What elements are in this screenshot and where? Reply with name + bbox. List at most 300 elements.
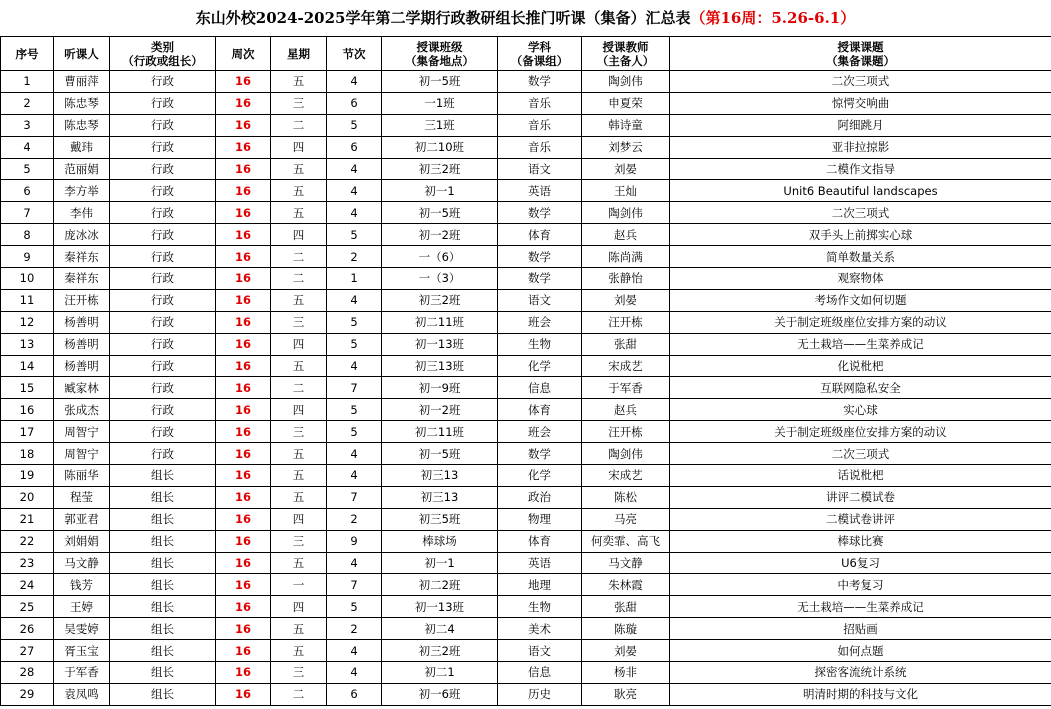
cell-week[interactable]: 16	[216, 355, 271, 377]
cell-week[interactable]: 16	[216, 289, 271, 311]
cell-teacher[interactable]: 陶剑伟	[582, 71, 670, 93]
cell-subject[interactable]: 班会	[498, 311, 582, 333]
cell-class[interactable]: 初二11班	[382, 421, 498, 443]
cell-subject[interactable]: 语文	[498, 289, 582, 311]
cell-topic[interactable]: 无土栽培——生菜养成记	[670, 333, 1051, 355]
cell-week[interactable]: 16	[216, 662, 271, 684]
cell-subject[interactable]: 体育	[498, 224, 582, 246]
cell-weekday[interactable]: 五	[271, 180, 327, 202]
cell-listener[interactable]: 程莹	[54, 486, 110, 508]
cell-topic[interactable]: 话说枇杷	[670, 465, 1051, 487]
cell-week[interactable]: 16	[216, 268, 271, 290]
cell-subject[interactable]: 化学	[498, 465, 582, 487]
cell-week[interactable]: 16	[216, 421, 271, 443]
cell-seq[interactable]: 27	[1, 640, 54, 662]
cell-class[interactable]: 初一6班	[382, 683, 498, 705]
cell-subject[interactable]: 语文	[498, 640, 582, 662]
cell-period[interactable]: 6	[327, 92, 382, 114]
cell-listener[interactable]: 吴雯婷	[54, 618, 110, 640]
column-header-topic[interactable]	[670, 37, 1051, 71]
cell-weekday[interactable]: 四	[271, 508, 327, 530]
cell-weekday[interactable]: 五	[271, 289, 327, 311]
cell-listener[interactable]: 陈忠琴	[54, 114, 110, 136]
cell-subject[interactable]: 体育	[498, 399, 582, 421]
cell-subject[interactable]: 数学	[498, 202, 582, 224]
cell-listener[interactable]: 周智宁	[54, 443, 110, 465]
cell-category[interactable]: 行政	[110, 443, 216, 465]
cell-listener[interactable]: 陈忠琴	[54, 92, 110, 114]
cell-period[interactable]: 7	[327, 574, 382, 596]
cell-week[interactable]: 16	[216, 552, 271, 574]
cell-period[interactable]: 4	[327, 355, 382, 377]
cell-weekday[interactable]: 五	[271, 202, 327, 224]
cell-teacher[interactable]: 张甜	[582, 333, 670, 355]
cell-category[interactable]: 行政	[110, 246, 216, 268]
cell-topic[interactable]: 惊愕交响曲	[670, 92, 1051, 114]
cell-seq[interactable]: 20	[1, 486, 54, 508]
cell-topic[interactable]: 简单数量关系	[670, 246, 1051, 268]
cell-class[interactable]: 初二11班	[382, 311, 498, 333]
cell-weekday[interactable]: 四	[271, 224, 327, 246]
cell-listener[interactable]: 范丽娟	[54, 158, 110, 180]
cell-topic[interactable]: 化说枇杷	[670, 355, 1051, 377]
cell-category[interactable]: 组长	[110, 596, 216, 618]
cell-period[interactable]: 2	[327, 508, 382, 530]
cell-category[interactable]: 行政	[110, 311, 216, 333]
cell-period[interactable]: 6	[327, 136, 382, 158]
cell-seq[interactable]: 3	[1, 114, 54, 136]
cell-category[interactable]: 组长	[110, 574, 216, 596]
cell-category[interactable]: 组长	[110, 486, 216, 508]
cell-listener[interactable]: 李伟	[54, 202, 110, 224]
cell-week[interactable]: 16	[216, 333, 271, 355]
cell-week[interactable]: 16	[216, 465, 271, 487]
cell-category[interactable]: 组长	[110, 618, 216, 640]
cell-weekday[interactable]: 五	[271, 465, 327, 487]
cell-period[interactable]: 4	[327, 289, 382, 311]
cell-weekday[interactable]: 五	[271, 443, 327, 465]
cell-teacher[interactable]: 陶剑伟	[582, 202, 670, 224]
cell-category[interactable]: 行政	[110, 114, 216, 136]
cell-subject[interactable]: 班会	[498, 421, 582, 443]
cell-listener[interactable]: 秦祥东	[54, 246, 110, 268]
cell-week[interactable]: 16	[216, 574, 271, 596]
cell-category[interactable]: 行政	[110, 421, 216, 443]
cell-topic[interactable]: 讲评二模试卷	[670, 486, 1051, 508]
cell-class[interactable]: 初一5班	[382, 202, 498, 224]
column-header-listener[interactable]	[54, 37, 110, 71]
cell-seq[interactable]: 21	[1, 508, 54, 530]
cell-week[interactable]: 16	[216, 596, 271, 618]
cell-subject[interactable]: 英语	[498, 552, 582, 574]
cell-teacher[interactable]: 于军香	[582, 377, 670, 399]
cell-topic[interactable]: 实心球	[670, 399, 1051, 421]
cell-listener[interactable]: 王婷	[54, 596, 110, 618]
cell-subject[interactable]: 信息	[498, 377, 582, 399]
cell-class[interactable]: 初二10班	[382, 136, 498, 158]
cell-category[interactable]: 行政	[110, 136, 216, 158]
cell-seq[interactable]: 23	[1, 552, 54, 574]
cell-teacher[interactable]: 陈璇	[582, 618, 670, 640]
cell-subject[interactable]: 体育	[498, 530, 582, 552]
cell-period[interactable]: 2	[327, 618, 382, 640]
cell-teacher[interactable]: 宋成艺	[582, 465, 670, 487]
cell-seq[interactable]: 25	[1, 596, 54, 618]
cell-seq[interactable]: 13	[1, 333, 54, 355]
cell-period[interactable]: 4	[327, 465, 382, 487]
cell-category[interactable]: 组长	[110, 683, 216, 705]
cell-period[interactable]: 4	[327, 640, 382, 662]
cell-week[interactable]: 16	[216, 71, 271, 93]
cell-category[interactable]: 组长	[110, 465, 216, 487]
cell-seq[interactable]: 18	[1, 443, 54, 465]
cell-weekday[interactable]: 四	[271, 399, 327, 421]
cell-seq[interactable]: 22	[1, 530, 54, 552]
column-header-category[interactable]	[110, 37, 216, 71]
column-header-period[interactable]	[327, 37, 382, 71]
cell-seq[interactable]: 16	[1, 399, 54, 421]
cell-topic[interactable]: 观察物体	[670, 268, 1051, 290]
cell-period[interactable]: 7	[327, 486, 382, 508]
cell-class[interactable]: 初一1	[382, 552, 498, 574]
column-header-weekday[interactable]	[271, 37, 327, 71]
cell-seq[interactable]: 29	[1, 683, 54, 705]
cell-teacher[interactable]: 赵兵	[582, 399, 670, 421]
cell-topic[interactable]: U6复习	[670, 552, 1051, 574]
cell-period[interactable]: 4	[327, 180, 382, 202]
cell-weekday[interactable]: 四	[271, 136, 327, 158]
cell-seq[interactable]: 26	[1, 618, 54, 640]
cell-topic[interactable]: 考场作文如何切题	[670, 289, 1051, 311]
cell-week[interactable]: 16	[216, 683, 271, 705]
cell-subject[interactable]: 数学	[498, 268, 582, 290]
cell-listener[interactable]: 马文静	[54, 552, 110, 574]
column-header-week[interactable]	[216, 37, 271, 71]
cell-category[interactable]: 行政	[110, 92, 216, 114]
cell-teacher[interactable]: 朱林霞	[582, 574, 670, 596]
column-header-subject[interactable]	[498, 37, 582, 71]
cell-seq[interactable]: 2	[1, 92, 54, 114]
cell-teacher[interactable]: 杨非	[582, 662, 670, 684]
cell-class[interactable]: 初三13	[382, 486, 498, 508]
cell-listener[interactable]: 胥玉宝	[54, 640, 110, 662]
cell-category[interactable]: 组长	[110, 640, 216, 662]
cell-teacher[interactable]: 刘晏	[582, 640, 670, 662]
cell-topic[interactable]: 二模作文指导	[670, 158, 1051, 180]
cell-week[interactable]: 16	[216, 311, 271, 333]
cell-listener[interactable]: 张成杰	[54, 399, 110, 421]
cell-subject[interactable]: 数学	[498, 246, 582, 268]
cell-class[interactable]: 初三2班	[382, 640, 498, 662]
cell-weekday[interactable]: 五	[271, 640, 327, 662]
cell-listener[interactable]: 汪开栋	[54, 289, 110, 311]
cell-category[interactable]: 行政	[110, 268, 216, 290]
cell-seq[interactable]: 4	[1, 136, 54, 158]
cell-week[interactable]: 16	[216, 246, 271, 268]
cell-listener[interactable]: 庞冰冰	[54, 224, 110, 246]
column-header-class[interactable]	[382, 37, 498, 71]
cell-seq[interactable]: 9	[1, 246, 54, 268]
cell-class[interactable]: 初二1	[382, 662, 498, 684]
cell-class[interactable]: 初一13班	[382, 333, 498, 355]
cell-period[interactable]: 7	[327, 377, 382, 399]
cell-teacher[interactable]: 王灿	[582, 180, 670, 202]
cell-class[interactable]: 初二2班	[382, 574, 498, 596]
cell-topic[interactable]: 关于制定班级座位安排方案的动议	[670, 421, 1051, 443]
cell-teacher[interactable]: 刘梦云	[582, 136, 670, 158]
cell-teacher[interactable]: 宋成艺	[582, 355, 670, 377]
cell-week[interactable]: 16	[216, 224, 271, 246]
cell-listener[interactable]: 袁凤鸣	[54, 683, 110, 705]
cell-weekday[interactable]: 五	[271, 486, 327, 508]
cell-seq[interactable]: 10	[1, 268, 54, 290]
cell-teacher[interactable]: 陶剑伟	[582, 443, 670, 465]
cell-week[interactable]: 16	[216, 136, 271, 158]
cell-weekday[interactable]: 四	[271, 596, 327, 618]
cell-teacher[interactable]: 张甜	[582, 596, 670, 618]
cell-weekday[interactable]: 二	[271, 377, 327, 399]
cell-class[interactable]: 初一5班	[382, 443, 498, 465]
cell-teacher[interactable]: 马文静	[582, 552, 670, 574]
cell-teacher[interactable]: 汪开栋	[582, 421, 670, 443]
cell-weekday[interactable]: 三	[271, 92, 327, 114]
cell-week[interactable]: 16	[216, 377, 271, 399]
cell-week[interactable]: 16	[216, 399, 271, 421]
cell-teacher[interactable]: 陈尚满	[582, 246, 670, 268]
cell-listener[interactable]: 戴玮	[54, 136, 110, 158]
cell-subject[interactable]: 物理	[498, 508, 582, 530]
cell-period[interactable]: 5	[327, 114, 382, 136]
cell-period[interactable]: 4	[327, 662, 382, 684]
cell-period[interactable]: 4	[327, 158, 382, 180]
cell-category[interactable]: 行政	[110, 333, 216, 355]
cell-seq[interactable]: 17	[1, 421, 54, 443]
cell-subject[interactable]: 语文	[498, 158, 582, 180]
cell-subject[interactable]: 音乐	[498, 114, 582, 136]
cell-week[interactable]: 16	[216, 486, 271, 508]
cell-weekday[interactable]: 五	[271, 71, 327, 93]
cell-subject[interactable]: 政治	[498, 486, 582, 508]
cell-listener[interactable]: 杨善明	[54, 311, 110, 333]
cell-topic[interactable]: 中考复习	[670, 574, 1051, 596]
cell-category[interactable]: 组长	[110, 530, 216, 552]
cell-subject[interactable]: 英语	[498, 180, 582, 202]
cell-seq[interactable]: 28	[1, 662, 54, 684]
cell-period[interactable]: 1	[327, 268, 382, 290]
cell-category[interactable]: 行政	[110, 202, 216, 224]
cell-class[interactable]: 初一2班	[382, 224, 498, 246]
cell-class[interactable]: 初二4	[382, 618, 498, 640]
cell-weekday[interactable]: 五	[271, 552, 327, 574]
cell-class[interactable]: 初三2班	[382, 289, 498, 311]
cell-period[interactable]: 5	[327, 224, 382, 246]
cell-seq[interactable]: 15	[1, 377, 54, 399]
cell-week[interactable]: 16	[216, 508, 271, 530]
cell-teacher[interactable]: 何奕霏、高飞	[582, 530, 670, 552]
cell-listener[interactable]: 周智宁	[54, 421, 110, 443]
cell-weekday[interactable]: 五	[271, 355, 327, 377]
cell-topic[interactable]: 二次三项式	[670, 202, 1051, 224]
cell-listener[interactable]: 于军香	[54, 662, 110, 684]
cell-period[interactable]: 5	[327, 311, 382, 333]
cell-class[interactable]: 初一13班	[382, 596, 498, 618]
cell-teacher[interactable]: 韩诗童	[582, 114, 670, 136]
cell-topic[interactable]: 双手头上前掷实心球	[670, 224, 1051, 246]
cell-week[interactable]: 16	[216, 443, 271, 465]
cell-listener[interactable]: 杨善明	[54, 333, 110, 355]
cell-period[interactable]: 5	[327, 333, 382, 355]
cell-period[interactable]: 5	[327, 399, 382, 421]
cell-category[interactable]: 行政	[110, 180, 216, 202]
cell-weekday[interactable]: 三	[271, 530, 327, 552]
cell-seq[interactable]: 11	[1, 289, 54, 311]
cell-class[interactable]: 一1班	[382, 92, 498, 114]
cell-week[interactable]: 16	[216, 180, 271, 202]
cell-category[interactable]: 组长	[110, 552, 216, 574]
cell-week[interactable]: 16	[216, 640, 271, 662]
cell-topic[interactable]: 二次三项式	[670, 71, 1051, 93]
cell-listener[interactable]: 陈丽华	[54, 465, 110, 487]
cell-teacher[interactable]: 马亮	[582, 508, 670, 530]
cell-topic[interactable]: 明清时期的科技与文化	[670, 683, 1051, 705]
cell-subject[interactable]: 数学	[498, 443, 582, 465]
cell-seq[interactable]: 14	[1, 355, 54, 377]
cell-week[interactable]: 16	[216, 618, 271, 640]
cell-period[interactable]: 4	[327, 71, 382, 93]
cell-weekday[interactable]: 二	[271, 268, 327, 290]
cell-teacher[interactable]: 刘晏	[582, 289, 670, 311]
cell-class[interactable]: 三1班	[382, 114, 498, 136]
cell-subject[interactable]: 数学	[498, 71, 582, 93]
cell-class[interactable]: 初三13班	[382, 355, 498, 377]
cell-weekday[interactable]: 四	[271, 333, 327, 355]
cell-topic[interactable]: 棒球比赛	[670, 530, 1051, 552]
cell-week[interactable]: 16	[216, 202, 271, 224]
cell-period[interactable]: 4	[327, 443, 382, 465]
column-header-seq[interactable]	[1, 37, 54, 71]
cell-seq[interactable]: 5	[1, 158, 54, 180]
cell-weekday[interactable]: 二	[271, 246, 327, 268]
cell-class[interactable]: 初一1	[382, 180, 498, 202]
cell-weekday[interactable]: 一	[271, 574, 327, 596]
cell-class[interactable]: 一（6）	[382, 246, 498, 268]
cell-subject[interactable]: 音乐	[498, 92, 582, 114]
cell-period[interactable]: 9	[327, 530, 382, 552]
cell-subject[interactable]: 地理	[498, 574, 582, 596]
cell-topic[interactable]: 阿细跳月	[670, 114, 1051, 136]
cell-listener[interactable]: 臧家林	[54, 377, 110, 399]
cell-subject[interactable]: 化学	[498, 355, 582, 377]
cell-category[interactable]: 行政	[110, 355, 216, 377]
cell-seq[interactable]: 7	[1, 202, 54, 224]
cell-category[interactable]: 行政	[110, 224, 216, 246]
cell-listener[interactable]: 李方举	[54, 180, 110, 202]
cell-class[interactable]: 初一9班	[382, 377, 498, 399]
cell-seq[interactable]: 6	[1, 180, 54, 202]
cell-week[interactable]: 16	[216, 92, 271, 114]
cell-week[interactable]: 16	[216, 158, 271, 180]
cell-subject[interactable]: 信息	[498, 662, 582, 684]
cell-seq[interactable]: 12	[1, 311, 54, 333]
cell-topic[interactable]: 二模试卷讲评	[670, 508, 1051, 530]
cell-category[interactable]: 组长	[110, 662, 216, 684]
cell-category[interactable]: 行政	[110, 377, 216, 399]
cell-class[interactable]: 初三2班	[382, 158, 498, 180]
cell-topic[interactable]: 关于制定班级座位安排方案的动议	[670, 311, 1051, 333]
cell-weekday[interactable]: 五	[271, 618, 327, 640]
cell-subject[interactable]: 生物	[498, 596, 582, 618]
cell-weekday[interactable]: 三	[271, 311, 327, 333]
cell-topic[interactable]: 互联网隐私安全	[670, 377, 1051, 399]
cell-class[interactable]: 初一2班	[382, 399, 498, 421]
cell-seq[interactable]: 24	[1, 574, 54, 596]
cell-weekday[interactable]: 二	[271, 114, 327, 136]
cell-topic[interactable]: Unit6 Beautiful landscapes	[670, 180, 1051, 202]
cell-listener[interactable]: 钱芳	[54, 574, 110, 596]
cell-period[interactable]: 5	[327, 421, 382, 443]
cell-category[interactable]: 行政	[110, 158, 216, 180]
cell-week[interactable]: 16	[216, 114, 271, 136]
cell-subject[interactable]: 生物	[498, 333, 582, 355]
cell-teacher[interactable]: 申夏荣	[582, 92, 670, 114]
cell-teacher[interactable]: 耿亮	[582, 683, 670, 705]
cell-subject[interactable]: 音乐	[498, 136, 582, 158]
cell-listener[interactable]: 郭亚君	[54, 508, 110, 530]
cell-period[interactable]: 5	[327, 596, 382, 618]
cell-period[interactable]: 4	[327, 552, 382, 574]
cell-topic[interactable]: 亚非拉掠影	[670, 136, 1051, 158]
cell-seq[interactable]: 8	[1, 224, 54, 246]
cell-period[interactable]: 4	[327, 202, 382, 224]
cell-weekday[interactable]: 五	[271, 158, 327, 180]
cell-class[interactable]: 初三5班	[382, 508, 498, 530]
cell-category[interactable]: 行政	[110, 399, 216, 421]
cell-listener[interactable]: 曹丽萍	[54, 71, 110, 93]
cell-topic[interactable]: 二次三项式	[670, 443, 1051, 465]
cell-seq[interactable]: 1	[1, 71, 54, 93]
cell-topic[interactable]: 探密客流统计系统	[670, 662, 1051, 684]
cell-teacher[interactable]: 汪开栋	[582, 311, 670, 333]
cell-seq[interactable]: 19	[1, 465, 54, 487]
cell-topic[interactable]: 招贴画	[670, 618, 1051, 640]
cell-listener[interactable]: 秦祥东	[54, 268, 110, 290]
cell-period[interactable]: 2	[327, 246, 382, 268]
cell-weekday[interactable]: 三	[271, 421, 327, 443]
cell-period[interactable]: 6	[327, 683, 382, 705]
cell-category[interactable]: 行政	[110, 289, 216, 311]
cell-teacher[interactable]: 陈松	[582, 486, 670, 508]
cell-weekday[interactable]: 三	[271, 662, 327, 684]
cell-class[interactable]: 一（3）	[382, 268, 498, 290]
cell-category[interactable]: 行政	[110, 71, 216, 93]
cell-class[interactable]: 棒球场	[382, 530, 498, 552]
cell-class[interactable]: 初一5班	[382, 71, 498, 93]
cell-listener[interactable]: 杨善明	[54, 355, 110, 377]
cell-listener[interactable]: 刘娟娟	[54, 530, 110, 552]
cell-topic[interactable]: 无土栽培——生菜养成记	[670, 596, 1051, 618]
cell-subject[interactable]: 美术	[498, 618, 582, 640]
cell-teacher[interactable]: 赵兵	[582, 224, 670, 246]
cell-category[interactable]: 组长	[110, 508, 216, 530]
cell-topic[interactable]: 如何点题	[670, 640, 1051, 662]
cell-teacher[interactable]: 刘晏	[582, 158, 670, 180]
cell-class[interactable]: 初三13	[382, 465, 498, 487]
cell-teacher[interactable]: 张静怡	[582, 268, 670, 290]
cell-subject[interactable]: 历史	[498, 683, 582, 705]
cell-week[interactable]: 16	[216, 530, 271, 552]
column-header-teacher[interactable]	[582, 37, 670, 71]
cell-weekday[interactable]: 二	[271, 683, 327, 705]
